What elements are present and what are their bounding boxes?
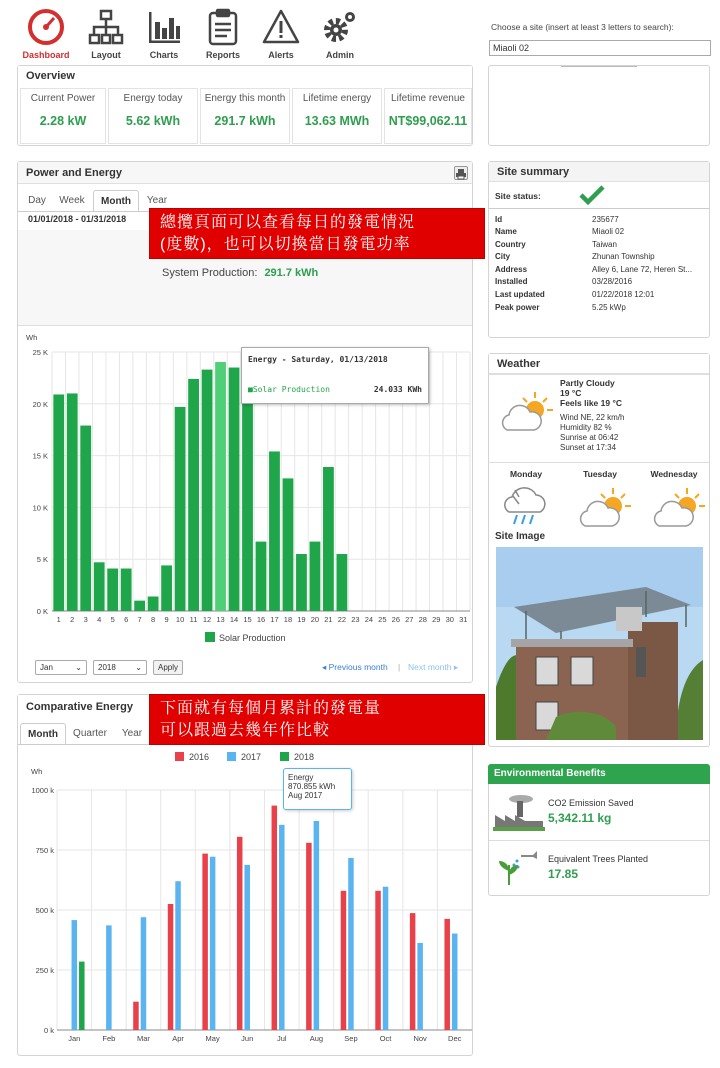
bar	[444, 919, 450, 1030]
bar	[94, 562, 105, 611]
bar	[121, 569, 132, 611]
overview-panel	[17, 65, 473, 146]
site-photo	[496, 547, 703, 740]
x-tick-label: 28	[418, 615, 427, 624]
y-tick-label: 1000 k	[31, 786, 54, 795]
tab-week[interactable]: Week	[59, 195, 85, 206]
bar-chart-icon	[145, 8, 183, 46]
x-tick-label: 1	[56, 615, 61, 624]
bar	[237, 837, 243, 1030]
factory-icon	[493, 793, 545, 831]
site-image-title: Site Image	[495, 531, 546, 542]
forecast-day-wednesday: Wednesday	[650, 469, 698, 479]
x-tick-label: 22	[337, 615, 347, 624]
trees-label: Equivalent Trees Planted	[548, 854, 649, 864]
date-range: 01/01/2018 - 01/31/2018	[28, 214, 127, 224]
chevron-down-icon: ⌄	[75, 663, 82, 672]
gauge-icon	[27, 8, 65, 46]
x-tick-label: 5	[110, 615, 115, 624]
link-separator: |	[398, 662, 401, 672]
x-tick-label: 3	[83, 615, 88, 624]
x-tick-label: 20	[310, 615, 320, 624]
co2-label: CO2 Emission Saved	[548, 798, 634, 808]
site-search-input[interactable]: Miaoli 02	[489, 40, 711, 56]
overview-current-power	[20, 88, 106, 144]
site-search-label: Choose a site (insert at least 3 letters to search):	[491, 22, 674, 32]
apply-button[interactable]: Apply	[153, 660, 183, 675]
comparative-tooltip	[283, 768, 352, 810]
site-info-box	[488, 65, 710, 146]
divider	[489, 208, 709, 209]
nav-label: Charts	[149, 50, 179, 60]
partly-cloudy-icon	[649, 484, 707, 530]
bar	[107, 569, 118, 611]
x-tick-label: Sep	[344, 1034, 358, 1043]
x-tick-label: 18	[283, 615, 293, 624]
x-tick-label: 8	[151, 615, 156, 624]
bar	[383, 887, 389, 1030]
bar	[168, 904, 174, 1030]
bar	[215, 362, 226, 611]
env-benefits-panel	[488, 764, 710, 896]
bar	[256, 542, 267, 611]
x-tick-label: 29	[432, 615, 441, 624]
overview-value: NT$99,062.11	[388, 114, 468, 128]
comparative-panel	[17, 694, 473, 1056]
overview-label: Energy today	[123, 93, 183, 104]
chevron-left-icon: ◂	[322, 662, 329, 672]
x-tick-label: Aug	[309, 1034, 324, 1043]
x-tick-label: 4	[97, 615, 102, 624]
y-tick-label: 0 K	[36, 607, 48, 616]
summary-value: 5.25 kWp	[592, 303, 626, 312]
legend-label: 2017	[241, 752, 262, 762]
nav-label: Reports	[205, 50, 240, 60]
x-tick-label: Jul	[276, 1034, 287, 1043]
bar	[244, 865, 250, 1030]
nav-reports[interactable]	[195, 8, 251, 60]
x-tick-label: 6	[124, 615, 129, 624]
annotation-note-2	[149, 694, 485, 745]
x-tick-label: Dec	[448, 1034, 462, 1043]
month-select-value: Jan	[40, 663, 53, 672]
bar	[210, 857, 216, 1030]
prev-month-link[interactable]	[322, 662, 388, 673]
x-tick-label: 15	[243, 615, 252, 624]
y-tick-label: 750 k	[35, 846, 54, 855]
x-tick-label: 14	[229, 615, 239, 624]
site-summary-title: Site summary	[489, 162, 709, 182]
weather-humidity: Humidity 82 %	[560, 423, 612, 432]
bar	[306, 843, 312, 1030]
overview-lifetime-revenue	[384, 88, 472, 144]
nav-dashboard[interactable]	[18, 8, 74, 60]
overview-value: 2.28 kW	[39, 114, 87, 128]
system-production-value: 291.7 kWh	[264, 267, 319, 279]
partly-cloudy-icon	[575, 484, 633, 530]
legend-swatch	[227, 752, 236, 761]
y-tick-label: 15 K	[32, 451, 48, 461]
y-tick-label: 25 K	[32, 348, 48, 357]
x-tick-label: Jan	[68, 1034, 81, 1043]
site-status-label: Site status:	[495, 191, 541, 201]
y-axis-unit: Wh	[31, 767, 43, 776]
x-tick-label: 19	[297, 615, 306, 624]
print-icon[interactable]	[454, 166, 468, 180]
x-tick-label: Nov	[413, 1034, 427, 1043]
divider	[489, 840, 709, 841]
bar	[310, 542, 321, 611]
x-tick-label: 23	[351, 615, 360, 624]
bar	[269, 451, 280, 611]
overview-label: Current Power	[30, 93, 96, 104]
bar	[106, 925, 112, 1030]
nav-label: Alerts	[268, 50, 294, 60]
next-month-link[interactable]	[408, 662, 458, 673]
legend-label: 2018	[294, 752, 315, 762]
y-tick-label: 0 k	[43, 1026, 54, 1035]
summary-value: 01/22/2018 12:01	[592, 290, 655, 299]
weather-feels: Feels like 19 °C	[560, 398, 622, 408]
site-summary-panel	[488, 161, 710, 338]
y-tick-label: 20 K	[32, 399, 48, 409]
overview-label: Lifetime revenue	[391, 93, 465, 104]
x-tick-label: 9	[164, 615, 169, 624]
bar	[80, 426, 91, 611]
weather-title: Weather	[489, 354, 709, 374]
x-tick-label: Mar	[136, 1034, 150, 1043]
bar	[314, 821, 320, 1030]
year-select-value: 2018	[98, 663, 116, 672]
tab-month[interactable]: Month	[93, 190, 139, 212]
legend-label: Solar Production	[219, 633, 286, 643]
chevron-right-icon: ▸	[451, 662, 459, 672]
bar	[296, 554, 307, 611]
x-tick-label: 26	[391, 615, 401, 624]
bar	[279, 825, 285, 1030]
bar	[141, 917, 147, 1030]
bar	[337, 554, 348, 611]
rain-cloud-icon	[501, 484, 551, 530]
bar	[67, 393, 78, 611]
comparative-chart	[18, 747, 472, 1055]
x-tick-label: 30	[445, 615, 454, 624]
summary-value: Zhunan Township	[592, 252, 655, 261]
weather-condition: Partly Cloudy	[560, 378, 615, 388]
bar	[283, 478, 294, 611]
summary-value: 03/28/2016	[592, 277, 633, 286]
bar	[79, 962, 85, 1030]
bar	[348, 858, 354, 1030]
summary-key: Peak power	[495, 303, 540, 312]
year-select[interactable]	[93, 660, 147, 675]
comparative-title: Comparative Energy	[18, 695, 472, 719]
power-energy-title: Power and Energy	[18, 162, 472, 184]
clipboard-icon	[204, 8, 242, 46]
tab-comp-month[interactable]: Month	[20, 723, 66, 745]
bar	[202, 370, 213, 611]
legend-swatch	[280, 752, 289, 761]
overview-label: Energy this month	[204, 93, 286, 104]
summary-value: Miaoli 02	[592, 227, 625, 236]
bar	[53, 394, 64, 611]
y-tick-label: 500 k	[35, 906, 54, 915]
bar	[375, 891, 381, 1030]
weather-sunrise: Sunrise at 06:42	[560, 433, 619, 442]
x-tick-label: 7	[137, 615, 142, 624]
chevron-down-icon: ⌄	[135, 663, 142, 672]
bar	[161, 565, 172, 611]
month-select[interactable]	[35, 660, 87, 675]
summary-key: Last updated	[495, 290, 545, 299]
overview-value: 291.7 kWh	[214, 114, 276, 128]
bar	[134, 601, 145, 611]
summary-key: Name	[495, 227, 517, 236]
tab-comp-quarter[interactable]: Quarter	[73, 728, 107, 739]
nav-layout[interactable]	[78, 8, 134, 60]
overview-label: Lifetime energy	[302, 93, 372, 104]
bar	[410, 913, 416, 1030]
tooltip-value: 24.033 KWh	[373, 385, 422, 394]
bar	[452, 934, 458, 1030]
system-production-label: System Production:	[162, 267, 258, 279]
summary-value: Alley 6, Lane 72, Heren St...	[592, 265, 693, 274]
x-tick-label: 10	[175, 615, 185, 624]
summary-value: Taiwan	[592, 240, 617, 249]
x-tick-label: 31	[459, 615, 468, 624]
divider	[18, 325, 472, 326]
legend-label: 2016	[189, 752, 210, 762]
bar	[72, 920, 78, 1030]
x-tick-label: Feb	[102, 1034, 116, 1043]
forecast-day-monday: Monday	[509, 469, 543, 479]
annotation-note-1	[149, 208, 485, 259]
x-tick-label: 25	[378, 615, 387, 624]
bar	[229, 368, 240, 611]
legend-swatch	[205, 632, 215, 642]
tooltip-series: ■Solar Production	[248, 385, 330, 394]
nav-label: Layout	[91, 50, 121, 60]
x-tick-label: 12	[202, 615, 212, 624]
summary-value: 235677	[592, 215, 619, 224]
x-tick-label: May	[205, 1034, 220, 1043]
y-tick-label: 250 k	[35, 966, 54, 975]
overview-title: Overview	[18, 66, 472, 86]
next-month-label: Next month	[408, 662, 452, 672]
nav-label: Dashboard	[22, 50, 70, 60]
env-benefits-title: Environmental Benefits	[488, 764, 710, 784]
overview-energy-today	[108, 88, 198, 144]
tooltip-series-label: Solar Production	[252, 385, 330, 394]
co2-value: 5,342.11 kg	[548, 811, 612, 825]
overview-value: 13.63 MWh	[304, 114, 370, 128]
trees-value: 17.85	[548, 867, 579, 881]
divider	[561, 66, 637, 67]
bar	[323, 467, 334, 611]
tab-comp-year[interactable]: Year	[121, 728, 143, 739]
check-icon	[579, 184, 605, 206]
tooltip-title: Energy - Saturday, 01/13/2018	[248, 355, 388, 364]
x-tick-label: 2	[70, 615, 75, 624]
weather-sunset: Sunset at 17:34	[560, 443, 617, 452]
y-tick-label: 5 K	[36, 555, 48, 565]
gears-icon	[321, 8, 359, 46]
watering-plant-icon	[495, 847, 539, 887]
summary-key: Address	[495, 265, 528, 274]
divider	[489, 462, 709, 463]
summary-key: Country	[495, 240, 526, 249]
x-tick-label: Oct	[379, 1034, 392, 1043]
x-tick-label: 21	[324, 615, 333, 624]
summary-key: Id	[495, 215, 503, 224]
tooltip-period: Aug 2017	[288, 791, 323, 800]
warning-icon	[262, 8, 300, 46]
bar	[175, 407, 186, 611]
weather-current	[560, 378, 622, 408]
nav-admin[interactable]	[312, 8, 368, 60]
partly-cloudy-icon	[497, 390, 555, 434]
x-tick-label: 27	[405, 615, 414, 624]
energy-tooltip	[241, 347, 429, 404]
annotation-line: (度數)，也可以切換當日發電功率	[160, 236, 411, 253]
bar	[148, 596, 159, 611]
bar	[341, 891, 347, 1030]
annotation-line: 下面就有每個月累計的發電量	[160, 700, 382, 717]
system-production	[162, 267, 318, 279]
tooltip-title: Energy	[288, 773, 314, 782]
divider	[489, 374, 709, 375]
y-axis-unit: Wh	[26, 333, 38, 342]
prev-month-label: Previous month	[328, 662, 388, 672]
nav-alerts[interactable]	[253, 8, 309, 60]
overview-value: 5.62 kWh	[125, 114, 181, 128]
sitemap-icon	[87, 8, 125, 46]
bar	[417, 943, 423, 1030]
x-tick-label: 13	[216, 615, 225, 624]
weather-temp: 19 °C	[560, 388, 582, 398]
bar	[188, 379, 199, 611]
bar	[242, 381, 253, 611]
forecast-day-tuesday: Tuesday	[583, 469, 617, 479]
x-tick-label: 17	[270, 615, 279, 624]
annotation-line: 總攬頁面可以查看每日的發電情況	[160, 214, 416, 231]
legend-swatch	[175, 752, 184, 761]
overview-energy-month	[200, 88, 290, 144]
nav-charts[interactable]	[136, 8, 192, 60]
nav-label: Admin	[326, 50, 354, 60]
x-tick-label: 16	[256, 615, 266, 624]
x-tick-label: Apr	[172, 1034, 184, 1043]
bar	[175, 881, 181, 1030]
tab-year[interactable]: Year	[146, 195, 168, 206]
annotation-line: 可以跟過去幾年作比較	[160, 722, 331, 739]
x-tick-label: 11	[189, 615, 198, 624]
summary-key: City	[495, 252, 511, 261]
x-tick-label: Jun	[241, 1034, 254, 1043]
overview-lifetime-energy	[292, 88, 382, 144]
weather-details	[560, 413, 624, 453]
bar	[133, 1002, 139, 1030]
bar	[272, 806, 278, 1030]
weather-wind: Wind NE, 22 km/h	[560, 413, 625, 422]
tab-day[interactable]: Day	[28, 195, 46, 206]
weather-panel	[488, 353, 710, 747]
bar	[202, 854, 208, 1030]
y-tick-label: 10 K	[32, 503, 48, 513]
tooltip-value: 870.855 kWh	[288, 782, 336, 791]
x-tick-label: 24	[364, 615, 374, 624]
summary-key: Installed	[495, 277, 528, 286]
